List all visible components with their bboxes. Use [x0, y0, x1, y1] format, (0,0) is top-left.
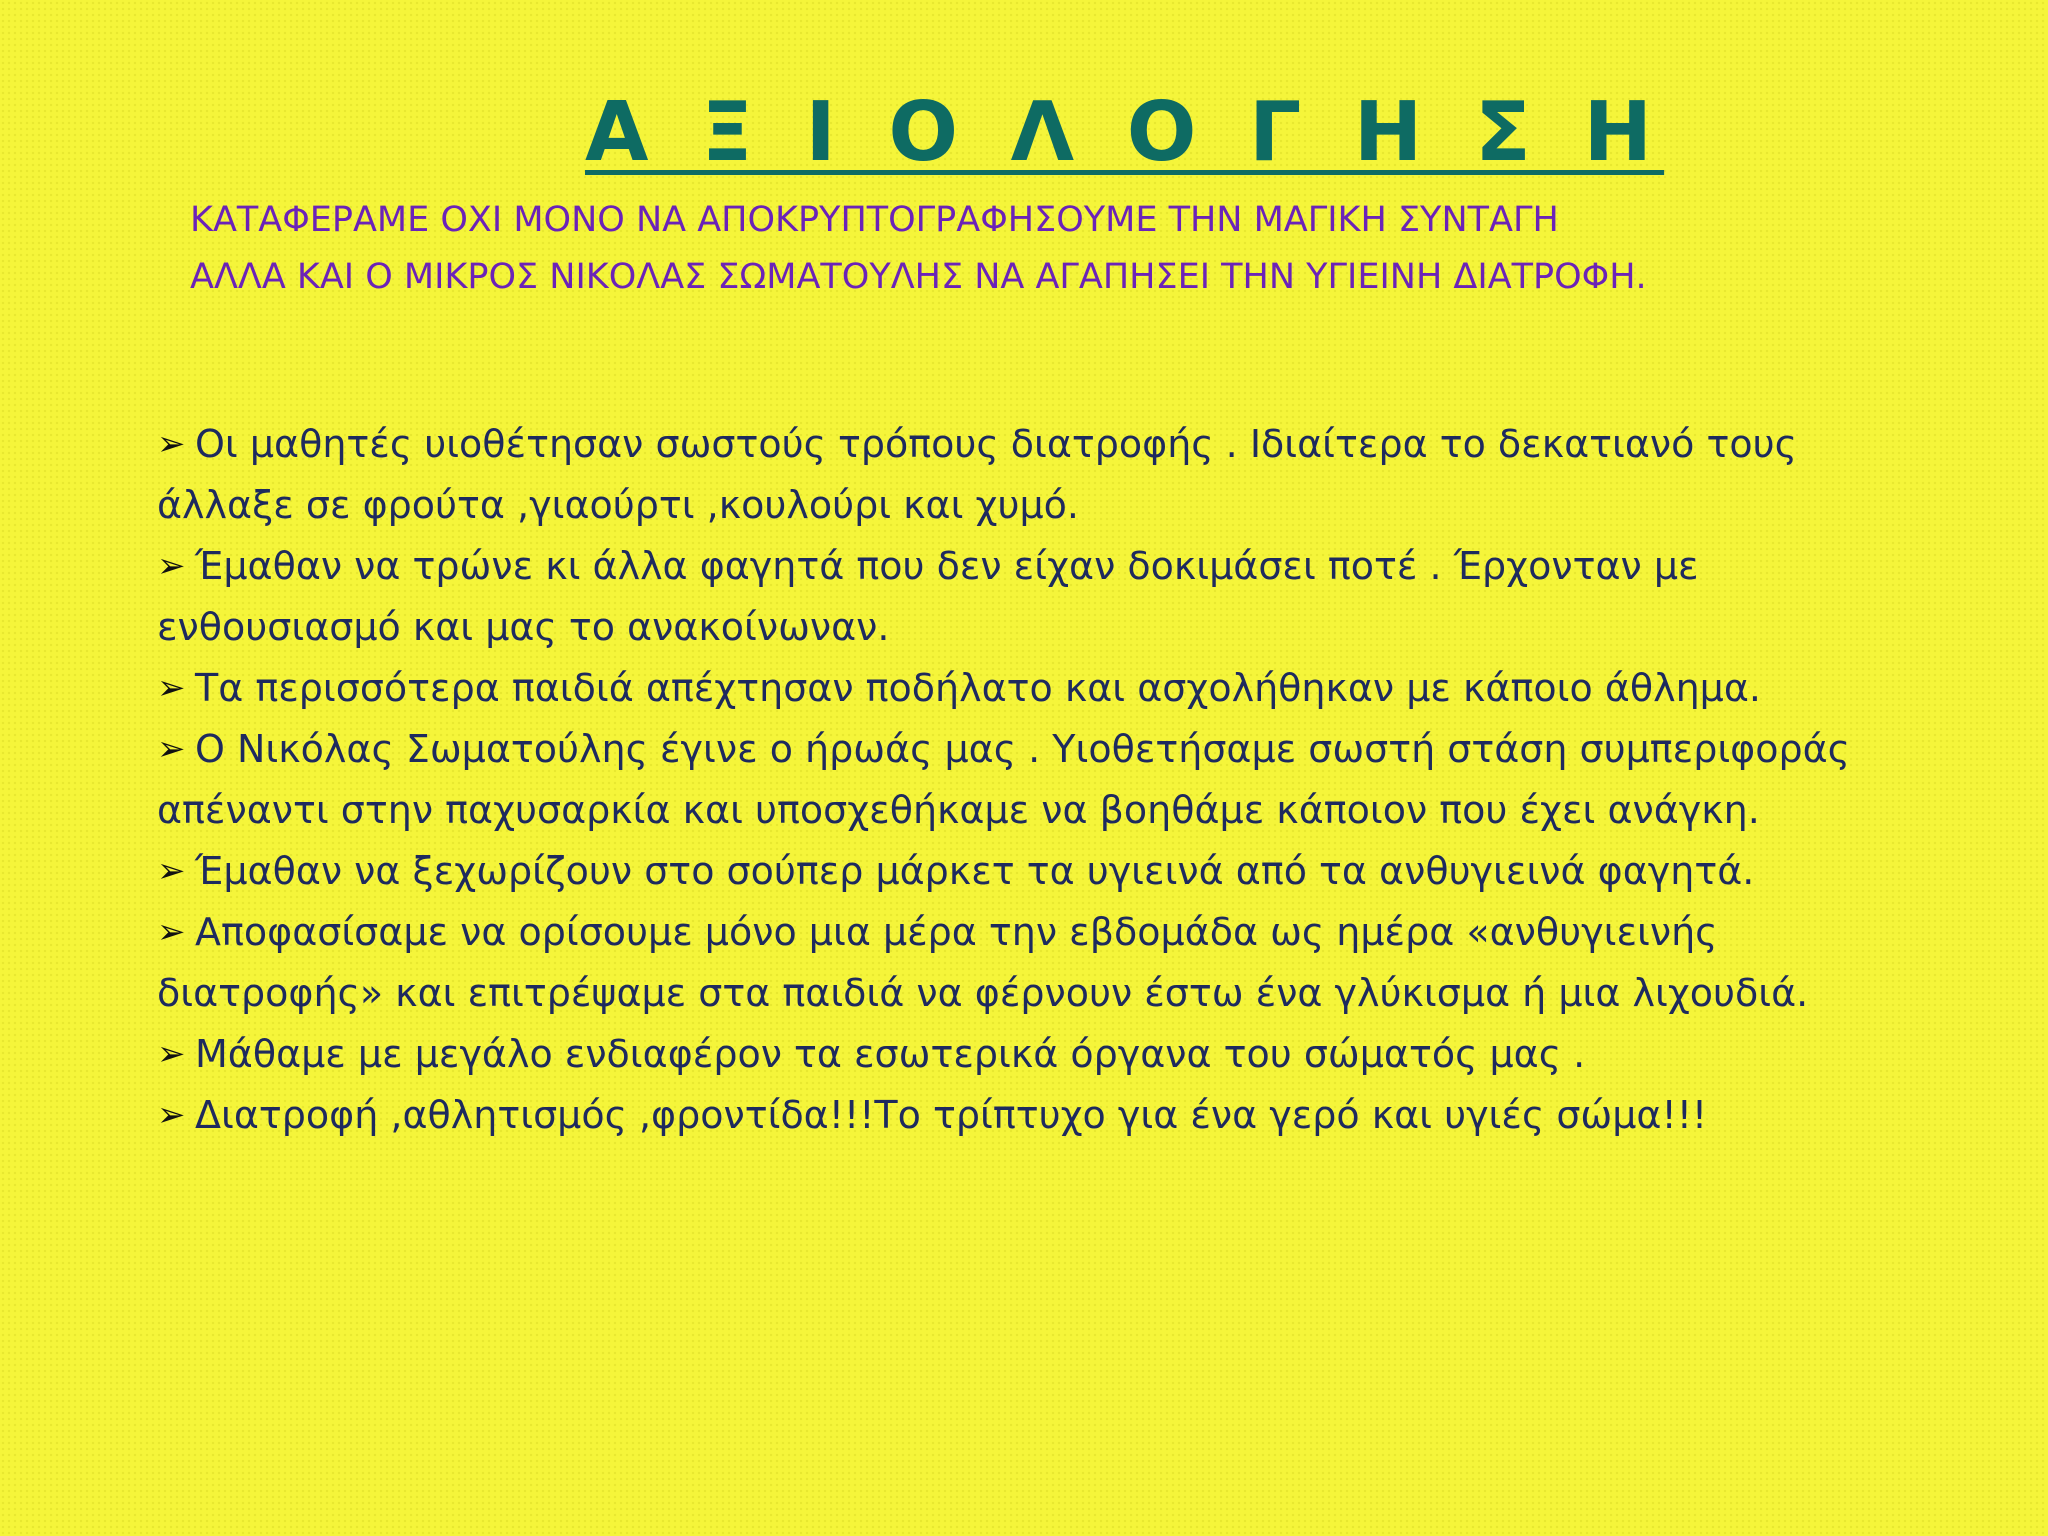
bullet-item	[157, 536, 1857, 658]
arrowhead-bullet-icon: ➢	[157, 668, 186, 708]
bullet-item	[157, 902, 1857, 1024]
arrowhead-bullet-icon: ➢	[157, 1034, 186, 1074]
arrowhead-bullet-icon: ➢	[157, 546, 186, 586]
bullet-item	[157, 841, 1857, 902]
bullet-list	[157, 414, 1857, 1146]
arrowhead-bullet-icon: ➢	[157, 729, 186, 769]
bullet-item	[157, 414, 1857, 536]
arrowhead-bullet-icon: ➢	[157, 424, 186, 464]
subtitle-line: ΚΑΤΑΦΕΡΑΜΕ ΟΧΙ ΜΟΝΟ ΝΑ ΑΠΟΚΡΥΠΤΟΓΡΑΦΗΣΟΥΜΕ ΤΗΝ ΜΑΓΙΚΗ ΣΥΝΤΑΓΗ	[190, 200, 1559, 240]
subtitle-line: ΑΛΛΑ ΚΑΙ Ο ΜΙΚΡΟΣ ΝΙΚΟΛΑΣ ΣΩΜΑΤΟΥΛΗΣ ΝΑ ΑΓΑΠΗΣΕΙ ΤΗΝ ΥΓΙΕΙΝΗ ΔΙΑΤΡΟΦΗ.	[190, 257, 1647, 297]
bullet-item	[157, 658, 1857, 719]
bullet-text: Διατροφή ,αθλητισμός ,φροντίδα!!!Το τρίπτυχο για ένα γερό και υγιές σώμα!!!	[195, 1093, 1708, 1137]
bullet-text: Έμαθαν να ξεχωρίζουν στο σούπερ μάρκετ τα υγιεινά από τα ανθυγιεινά φαγητά.	[195, 849, 1755, 893]
bullet-item	[157, 719, 1857, 841]
arrowhead-bullet-icon: ➢	[157, 851, 186, 891]
slide-title: Α Ξ Ι Ο Λ Ο Γ Η Σ Η	[585, 85, 1665, 180]
bullet-text: Ο Νικόλας Σωματούλης έγινε ο ήρωάς μας . Υιοθετήσαμε σωστή στάση συμπεριφοράς απέναντι στην παχυσαρκία και υποσχεθήκαμε να βοηθάμε κάποιον που έχει ανάγκη.	[157, 727, 1850, 832]
slide-subtitle	[190, 192, 2030, 306]
bullet-text: Οι μαθητές υιοθέτησαν σωστούς τρόπους διατροφής . Ιδιαίτερα το δεκατιανό τους άλλαξε σε φρούτα ,γιαούρτι ,κουλούρι και χυμό.	[157, 422, 1797, 527]
arrowhead-bullet-icon: ➢	[157, 1095, 186, 1135]
bullet-text: Τα περισσότερα παιδιά απέχτησαν ποδήλατο και ασχολήθηκαν με κάποιο άθλημα.	[195, 666, 1761, 710]
bullet-item	[157, 1024, 1857, 1085]
bullet-text: Μάθαμε με μεγάλο ενδιαφέρον τα εσωτερικά όργανα του σώματός μας .	[195, 1032, 1586, 1076]
bullet-text: Έμαθαν να τρώνε κι άλλα φαγητά που δεν είχαν δοκιμάσει ποτέ . Έρχονταν με ενθουσιασμό και μας το ανακοίνωναν.	[157, 544, 1699, 649]
bullet-item	[157, 1085, 1857, 1146]
arrowhead-bullet-icon: ➢	[157, 912, 186, 952]
bullet-text: Αποφασίσαμε να ορίσουμε μόνο μια μέρα την εβδομάδα ως ημέρα «ανθυγιεινής διατροφής» και επιτρέψαμε στα παιδιά να φέρνουν έστω ένα γλύκισμα ή μια λιχουδιά.	[157, 910, 1809, 1015]
